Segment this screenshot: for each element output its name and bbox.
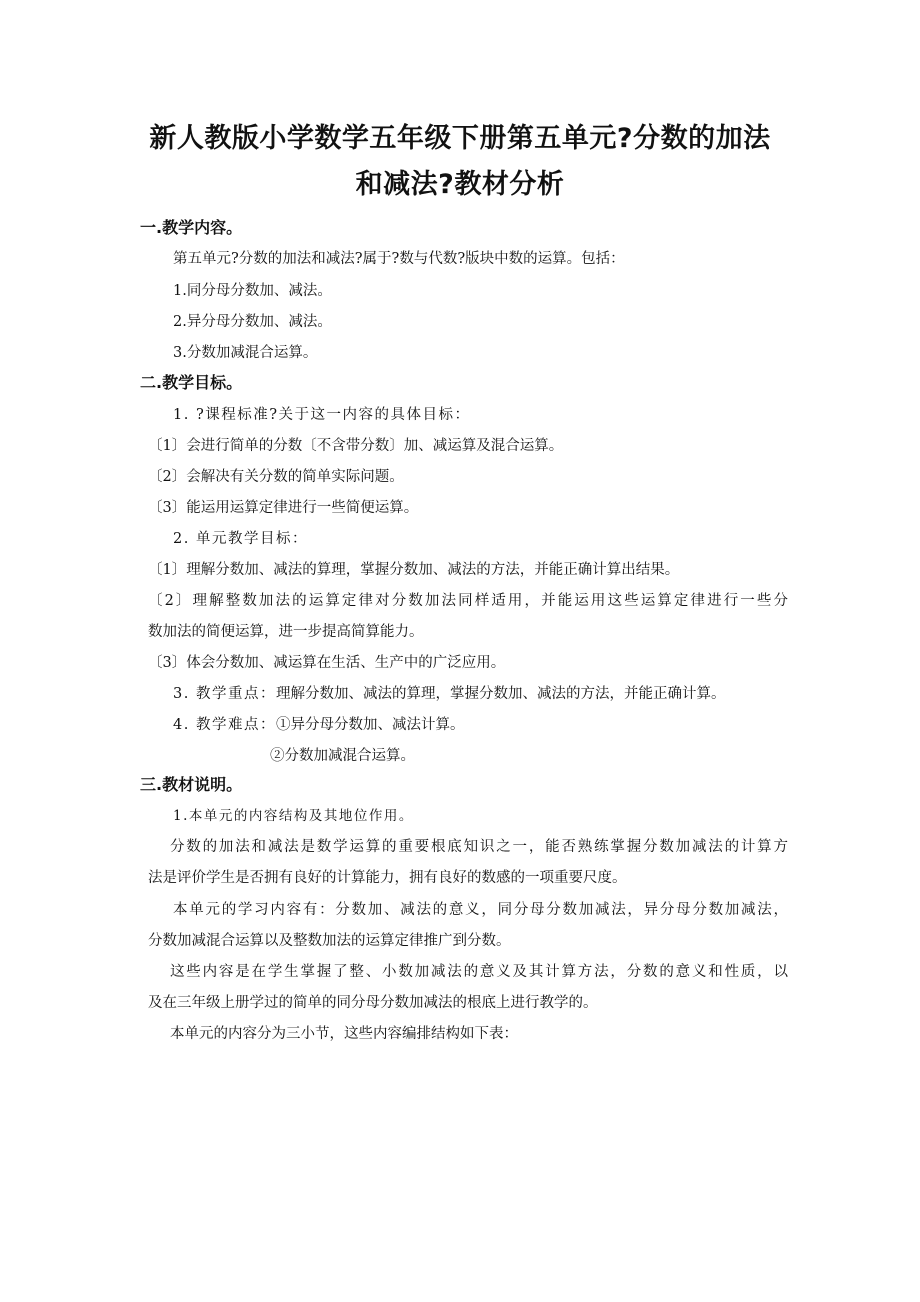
curriculum-standard-title: 1. ?课程标准?关于这一内容的具体目标： bbox=[173, 407, 471, 423]
paragraph-line: 法是评价学生是否拥有良好的计算能力，拥有良好的数感的一项重要尺度。 bbox=[148, 870, 627, 886]
paragraph-line: 本单元的内容分为三小节，这些内容编排结构如下表： bbox=[170, 1026, 518, 1042]
section-heading-teaching-goals: 二.教学目标。 bbox=[140, 373, 243, 392]
paragraph-line: 本单元的学习内容有：分数加、减法的意义，同分母分数加减法，异分母分数加减法， bbox=[173, 902, 788, 918]
section-heading-teaching-content: 一.教学内容。 bbox=[140, 218, 243, 237]
unit-goal-item-continued: 数加法的简便运算，进一步提高简算能力。 bbox=[148, 624, 424, 640]
difficulty-item: ①异分母分数加、减法计算。 bbox=[275, 717, 465, 733]
content-structure-subtitle: 1.本单元的内容结构及其地位作用。 bbox=[173, 808, 414, 824]
difficulty-label: 4. 教学难点： bbox=[173, 717, 276, 733]
key-point-label: 3. 教学重点： bbox=[173, 686, 276, 702]
paragraph-line: 这些内容是在学生掌握了整、小数加减法的意义及其计算方法，分数的意义和性质，以 bbox=[170, 964, 788, 980]
section1-item: 2.异分母分数加、减法。 bbox=[173, 314, 332, 330]
paragraph-line: 及在三年级上册学过的简单的同分母分数加减法的根底上进行教学的。 bbox=[148, 995, 598, 1011]
section-heading-textbook-explanation: 三.教材说明。 bbox=[140, 775, 243, 794]
curriculum-item: 〔1〕会进行简单的分数〔不含带分数〕加、减运算及混合运算。 bbox=[148, 438, 564, 454]
section1-item: 1.同分母分数加、减法。 bbox=[173, 283, 332, 299]
section1-item: 3.分数加减混合运算。 bbox=[173, 345, 318, 361]
difficulty bbox=[173, 714, 464, 736]
key-point bbox=[173, 683, 725, 705]
paragraph-line: 分数的加法和减法是数学运算的重要根底知识之一，能否熟练掌握分数加减法的计算方 bbox=[170, 839, 788, 855]
paragraph-line: 分数加减混合运算以及整数加法的运算定律推广到分数。 bbox=[148, 933, 511, 949]
curriculum-item: 〔2〕会解决有关分数的简单实际问题。 bbox=[148, 469, 404, 485]
difficulty-item: ②分数加减混合运算。 bbox=[270, 748, 415, 764]
section1-intro: 第五单元?分数的加法和减法?属于?数与代数?版块中数的运算。包括： bbox=[173, 251, 625, 267]
unit-goal-item: 〔3〕体会分数加、减运算在生活、生产中的广泛应用。 bbox=[148, 655, 506, 671]
unit-goal-item: 〔1〕理解分数加、减法的算理，掌握分数加、减法的方法，并能正确计算出结果。 bbox=[148, 562, 680, 578]
unit-goals-title: 2. 单元教学目标： bbox=[173, 531, 308, 547]
document-title-line-2: 和减法?教材分析 bbox=[355, 169, 565, 200]
unit-goal-item: 〔2〕理解整数加法的运算定律对分数加法同样适用，并能运用这些运算定律进行一些分 bbox=[148, 593, 788, 609]
curriculum-item: 〔3〕能运用运算定律进行一些简便运算。 bbox=[148, 500, 419, 516]
document-title-line-1: 新人教版小学数学五年级下册第五单元?分数的加法 bbox=[149, 123, 771, 154]
key-point-text: 理解分数加、减法的算理，掌握分数加、减法的方法，并能正确计算。 bbox=[275, 686, 726, 702]
